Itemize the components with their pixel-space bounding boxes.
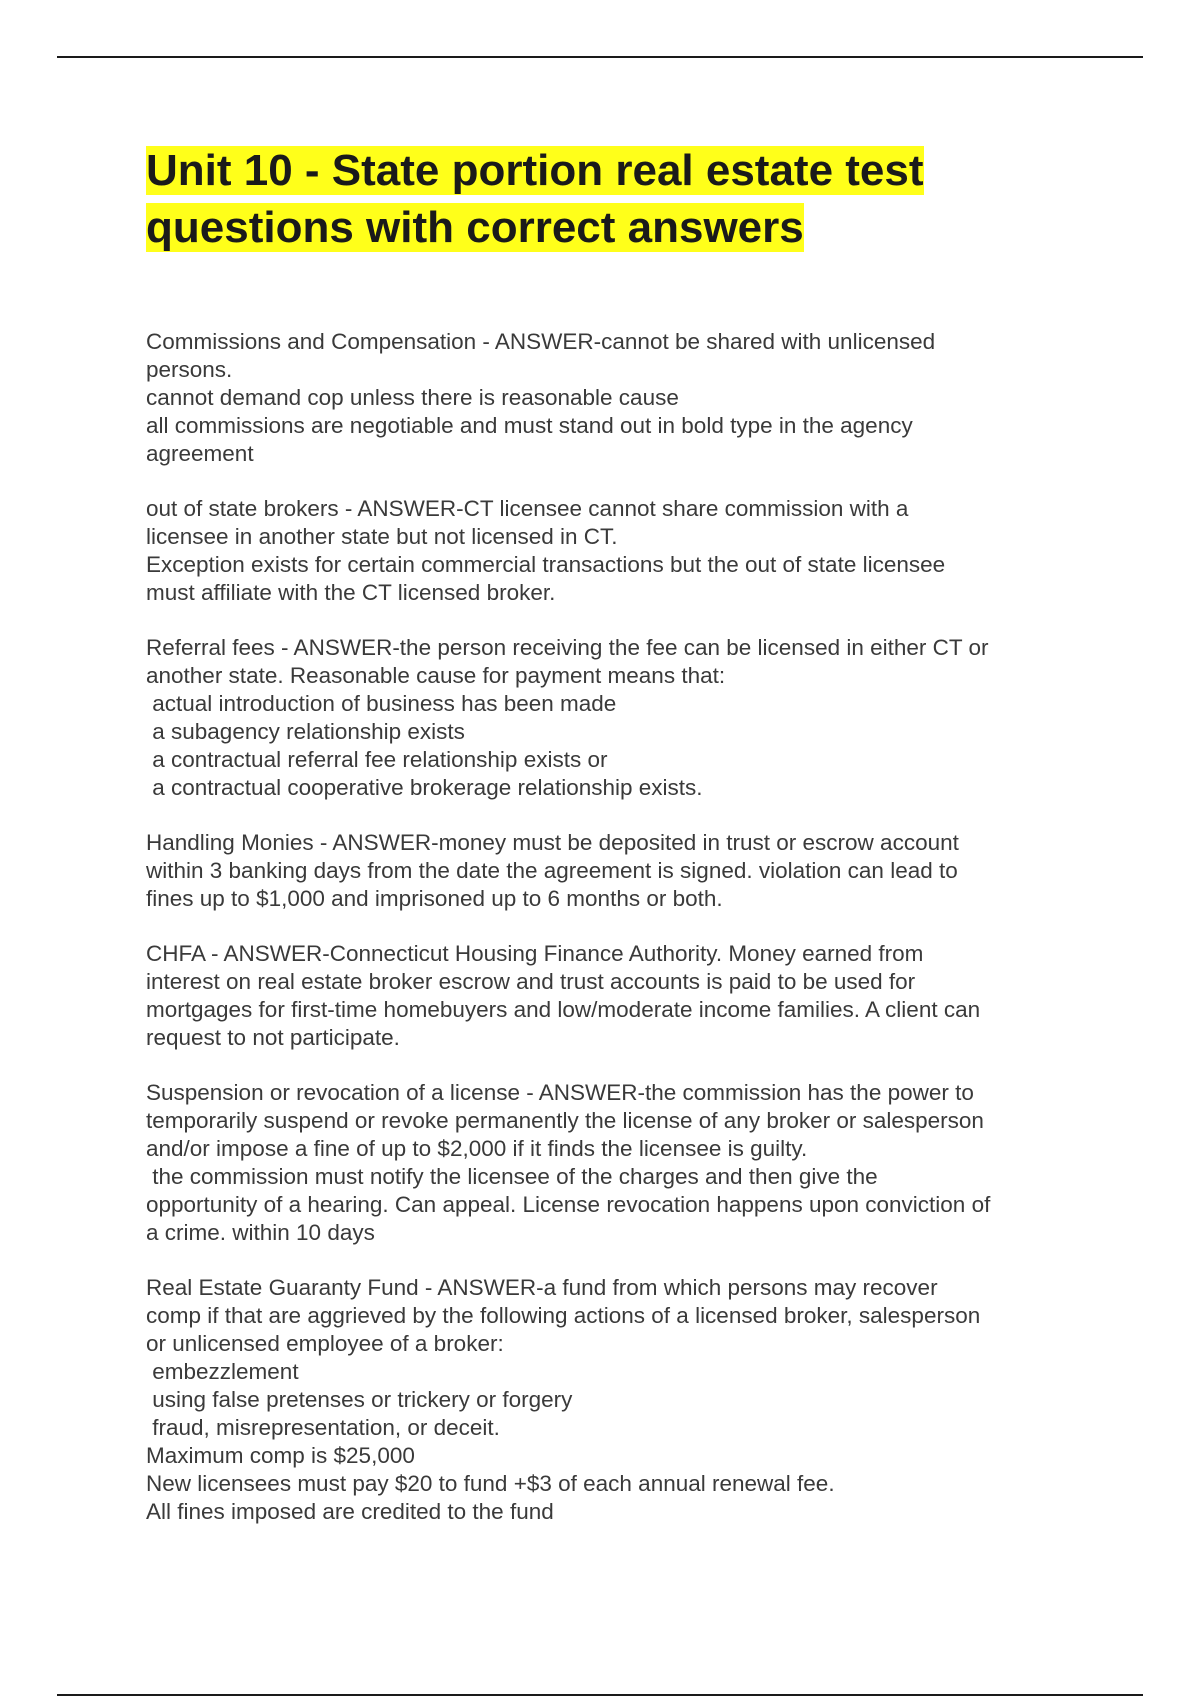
- entry-line: embezzlement: [146, 1359, 299, 1384]
- entry-line: within 3 banking days from the date the agreement is signed. violation can lead to: [146, 858, 958, 883]
- entry-line: or unlicensed employee of a broker:: [146, 1331, 504, 1356]
- entry-line: cannot demand cop unless there is reasonable cause: [146, 385, 679, 410]
- entry-line: persons.: [146, 357, 233, 382]
- entry-line: out of state brokers - ANSWER-CT licensee cannot share commission with a: [146, 496, 909, 521]
- top-divider: [57, 56, 1143, 58]
- title-line: Unit 10 - State portion real estate test: [146, 146, 924, 195]
- qa-entry-suspension-revocation: [146, 1079, 1076, 1247]
- entry-line: comp if that are aggrieved by the following actions of a licensed broker, salesperson: [146, 1303, 981, 1328]
- entry-line: the commission must notify the licensee of the charges and then give the: [146, 1164, 878, 1189]
- entry-line: must affiliate with the CT licensed broker.: [146, 580, 556, 605]
- entry-line: CHFA - ANSWER-Connecticut Housing Finance Authority. Money earned from: [146, 941, 924, 966]
- entry-line: a contractual cooperative brokerage relationship exists.: [146, 775, 703, 800]
- entry-line: Referral fees - ANSWER-the person receiving the fee can be licensed in either CT or: [146, 635, 989, 660]
- entry-line: using false pretenses or trickery or forgery: [146, 1387, 573, 1412]
- entry-line: Handling Monies - ANSWER-money must be deposited in trust or escrow account: [146, 830, 959, 855]
- qa-entry-chfa: [146, 940, 1076, 1052]
- entry-line: All fines imposed are credited to the fund: [146, 1499, 554, 1524]
- entry-line: request to not participate.: [146, 1025, 400, 1050]
- entry-line: fraud, misrepresentation, or deceit.: [146, 1415, 500, 1440]
- entry-line: Maximum comp is $25,000: [146, 1443, 415, 1468]
- qa-entry-out-of-state-brokers: [146, 495, 1076, 607]
- entry-line: actual introduction of business has been made: [146, 691, 617, 716]
- entry-line: Suspension or revocation of a license - ANSWER-the commission has the power to: [146, 1080, 974, 1105]
- entry-line: another state. Reasonable cause for payment means that:: [146, 663, 726, 688]
- entry-line: fines up to $1,000 and imprisoned up to 6 months or both.: [146, 886, 723, 911]
- entry-line: mortgages for first-time homebuyers and low/moderate income families. A client can: [146, 997, 981, 1022]
- document-body: [146, 142, 1076, 1553]
- entry-line: Exception exists for certain commercial transactions but the out of state licensee: [146, 552, 946, 577]
- qa-list: [146, 328, 1076, 1526]
- entry-line: agreement: [146, 441, 254, 466]
- entry-line: Real Estate Guaranty Fund - ANSWER-a fund from which persons may recover: [146, 1275, 938, 1300]
- entry-line: all commissions are negotiable and must stand out in bold type in the agency: [146, 413, 913, 438]
- entry-line: and/or impose a fine of up to $2,000 if it finds the licensee is guilty.: [146, 1136, 808, 1161]
- entry-line: New licensees must pay $20 to fund +$3 of each annual renewal fee.: [146, 1471, 835, 1496]
- entry-line: a subagency relationship exists: [146, 719, 465, 744]
- entry-line: interest on real estate broker escrow and trust accounts is paid to be used for: [146, 969, 916, 994]
- qa-entry-handling-monies: [146, 829, 1076, 913]
- qa-entry-guaranty-fund: [146, 1274, 1076, 1526]
- entry-line: licensee in another state but not licensed in CT.: [146, 524, 618, 549]
- entry-line: a contractual referral fee relationship exists or: [146, 747, 608, 772]
- entry-line: temporarily suspend or revoke permanently the license of any broker or salesperson: [146, 1108, 984, 1133]
- entry-line: Commissions and Compensation - ANSWER-cannot be shared with unlicensed: [146, 329, 936, 354]
- entry-line: a crime. within 10 days: [146, 1220, 375, 1245]
- entry-line: opportunity of a hearing. Can appeal. License revocation happens upon conviction of: [146, 1192, 991, 1217]
- bottom-divider: [57, 1694, 1143, 1696]
- document-title: [146, 142, 1076, 256]
- qa-entry-referral-fees: [146, 634, 1076, 802]
- qa-entry-commissions: [146, 328, 1076, 468]
- title-line: questions with correct answers: [146, 203, 804, 252]
